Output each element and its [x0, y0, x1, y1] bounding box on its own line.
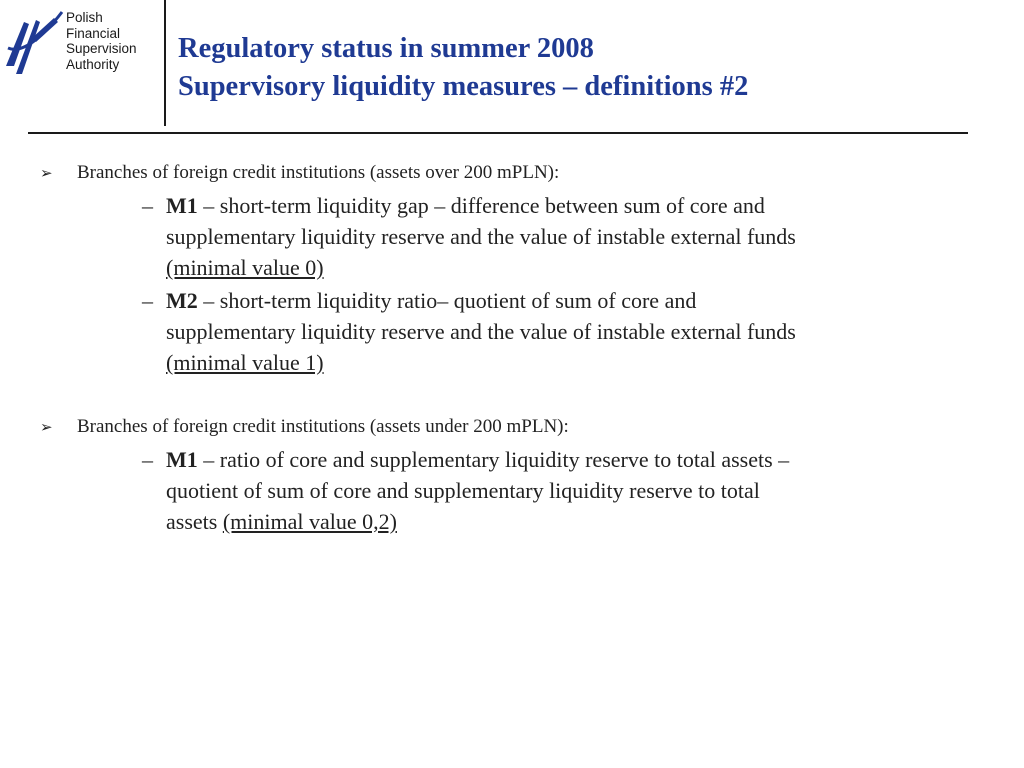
- measure-code: M1: [166, 447, 198, 472]
- measure-line-2: quotient of sum of core and supplementary liquidity reserve to total: [166, 478, 760, 503]
- measure-line-1: [166, 190, 1001, 221]
- measure-line-1: [166, 444, 1001, 475]
- measure-line-2: supplementary liquidity reserve and the value of instable external funds: [166, 224, 796, 249]
- measure-code: M1: [166, 193, 198, 218]
- slide-title: [178, 30, 748, 106]
- pfsa-logo: [2, 8, 162, 78]
- measure-line-1: [166, 285, 1001, 316]
- measure-text: – short-term liquidity ratio– quotient of sum of core and: [197, 288, 697, 313]
- measure-text-prefix: assets: [166, 509, 223, 534]
- header-horizontal-divider: [28, 132, 968, 134]
- logo-line: Authority: [66, 56, 120, 72]
- measure-line-3: [166, 252, 1001, 283]
- minimal-value-note: (minimal value 0,2): [222, 509, 397, 534]
- measure-line-3: [166, 506, 1001, 537]
- logo-line: Financial: [66, 25, 121, 41]
- arrow-bullet-icon: ➢: [40, 418, 53, 436]
- logo-line: Supervision: [66, 41, 137, 56]
- section-heading-text: Branches of foreign credit institutions (assets under 200 mPLN):: [77, 416, 569, 437]
- measure-line-3: [166, 347, 1001, 378]
- dash-bullet: –: [142, 193, 153, 218]
- logo-line: Polish: [66, 10, 103, 25]
- title-line-2: Supervisory liquidity measures – definitions #2: [178, 71, 749, 102]
- arrow-bullet-icon: ➢: [40, 164, 53, 182]
- dash-bullet: –: [142, 447, 153, 472]
- measure-text: – ratio of core and supplementary liquidity reserve to total assets –: [197, 447, 790, 472]
- logo-wordmark: [66, 10, 137, 72]
- dash-bullet: –: [142, 288, 153, 313]
- section-heading-text: Branches of foreign credit institutions (assets over 200 mPLN):: [77, 162, 560, 183]
- pfsa-logo-icon: [2, 8, 64, 80]
- title-line-1: Regulatory status in summer 2008: [178, 33, 594, 64]
- header-vertical-divider: [164, 0, 166, 126]
- measure-code: M2: [166, 288, 198, 313]
- minimal-value-note: (minimal value 0): [166, 255, 324, 280]
- measure-line-2: supplementary liquidity reserve and the value of instable external funds: [166, 319, 796, 344]
- minimal-value-note: (minimal value 1): [166, 350, 324, 375]
- measure-text: – short-term liquidity gap – difference between sum of core and: [197, 193, 765, 218]
